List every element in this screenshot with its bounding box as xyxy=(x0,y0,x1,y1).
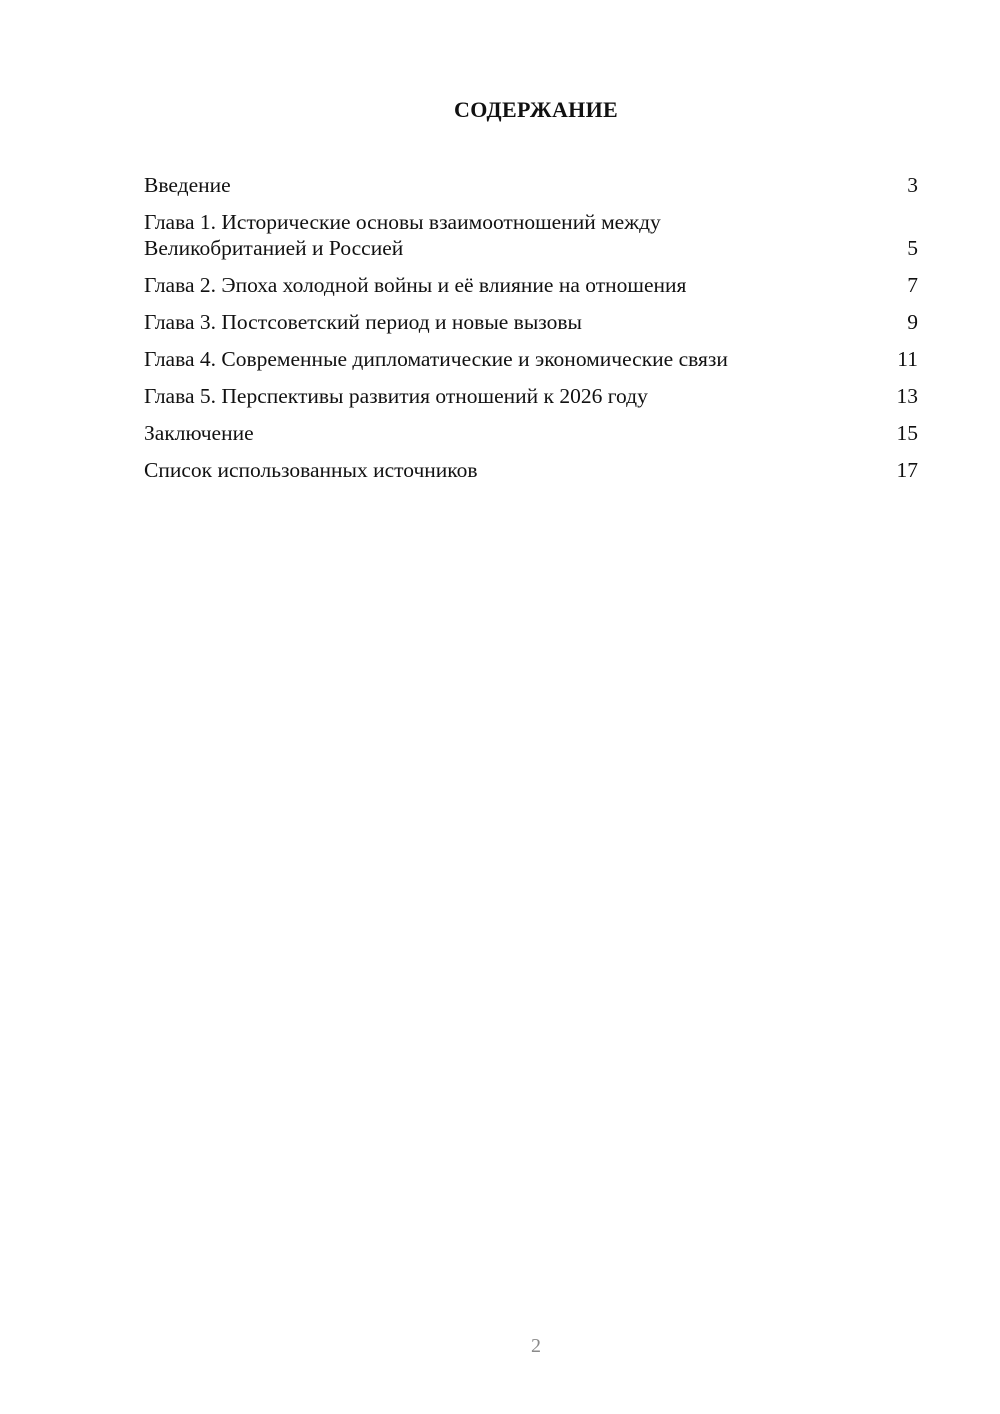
toc-title: СОДЕРЖАНИЕ xyxy=(454,97,618,122)
page-number: 2 xyxy=(531,1335,541,1357)
toc-entry-page: 3 xyxy=(907,173,918,197)
toc-entry-text: Заключение xyxy=(144,421,254,445)
table-of-contents xyxy=(144,172,918,494)
toc-entry-chapter-5 xyxy=(144,383,918,409)
toc-entry-text: Глава 3. Постсоветский период и новые вызовы xyxy=(144,310,582,334)
toc-entry-page: 15 xyxy=(896,421,918,445)
toc-entry-chapter-3 xyxy=(144,309,918,335)
toc-entry-chapter-1 xyxy=(144,209,918,261)
toc-entry-chapter-2 xyxy=(144,272,918,298)
toc-entry-page: 5 xyxy=(907,236,918,260)
toc-entry-text: Глава 5. Перспективы развития отношений к 2026 году xyxy=(144,384,648,408)
toc-entry-text: Введение xyxy=(144,173,231,197)
toc-entry-page: 7 xyxy=(907,273,918,297)
toc-entry-page: 17 xyxy=(896,458,918,482)
toc-entry-references xyxy=(144,457,918,483)
toc-entry-text: Глава 4. Современные дипломатические и экономические связи xyxy=(144,347,728,371)
toc-entry-text: Глава 2. Эпоха холодной войны и её влияние на отношения xyxy=(144,273,687,297)
toc-entry-text: Глава 1. Исторические основы взаимоотношений между Великобританией и Россией xyxy=(144,210,661,260)
toc-entry-page: 9 xyxy=(907,310,918,334)
toc-entry-introduction xyxy=(144,172,918,198)
toc-entry-page: 13 xyxy=(896,384,918,408)
toc-entry-chapter-4 xyxy=(144,346,918,372)
toc-entry-text: Список использованных источников xyxy=(144,458,478,482)
toc-entry-conclusion xyxy=(144,420,918,446)
toc-entry-page: 11 xyxy=(897,347,918,371)
